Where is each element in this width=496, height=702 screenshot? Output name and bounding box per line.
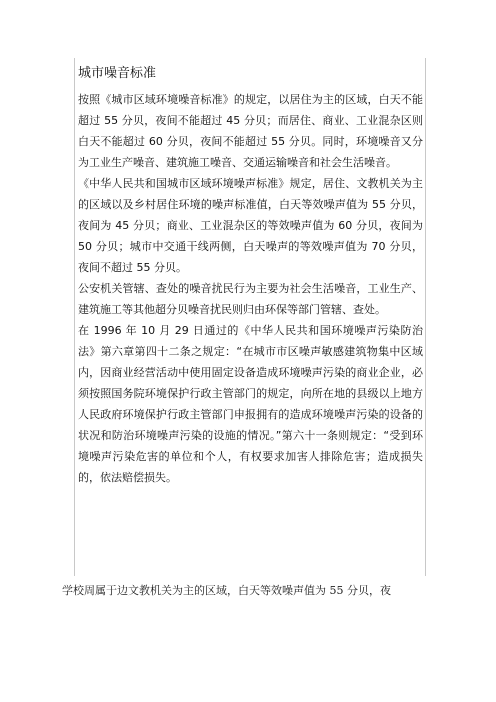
paragraph-noise-standard-regulation: 按照《城市区域环境噪音标准》的规定，以居住为主的区域，白天不能超过 55 分贝，夜间不能超过 45 分贝；而居住、商业、工业混杂区则白天不能超过 60 分贝，夜间不能超过 55 分贝。同时，环境噪音又分为工业生产噪音、建筑施工噪音、交通运输噪音和社会生活噪音。 [78,93,423,169]
paragraph-noise-pollution-law: 在 1996 年 10 月 29 日通过的《中华人民共和国环境噪声污染防治法》第六章第四十二条之规定：“在城市市区噪声敏感建筑物集中区域内，因商业经营活动中使用固定设备造成环境噪声污染的商业企业，必须按照国务院环境保护行政主管部门的规定，向所在地的县级以上地方人民政府环境保护行政主管部门申报拥有的造成环境噪声污染的设备的状况和防治环境噪声污染的设施的情况。”第六十一条则规定：“受到环境噪声污染危害的单位和个人，有权要求加害人排除危害；造成损失的，依法赔偿损失。 [78,324,423,484]
paragraph-enforcement-jurisdiction: 公安机关管辖、查处的噪音扰民行为主要为社会生活噪音，工业生产、建筑施工等其他超分贝噪音扰民则归由环保等部门管辖、查处。 [78,282,423,316]
document-body [78,64,423,488]
page-frame-left-border [74,58,75,576]
page-frame-right-border [425,58,426,576]
document-title: 城市噪音标准 [78,66,157,81]
paragraph-national-noise-standard: 《中华人民共和国城市区域环境噪声标准》规定，居住、文教机关为主的区域以及乡村居住环境的噪声标准值，白天等效噪声值为 55 分贝，夜间为 45 分贝；商业、工业混杂区的等效噪声值为 60 分贝，夜间为 50 分贝；城市中交通干线两侧，白天噪声的等效噪声值为 70 分贝，夜间不超过 55 分贝。 [78,177,423,274]
trailing-serif-text-line: 学校周属于边文教机关为主的区域，白天等效噪声值为 55 分贝，夜 [62,584,391,597]
